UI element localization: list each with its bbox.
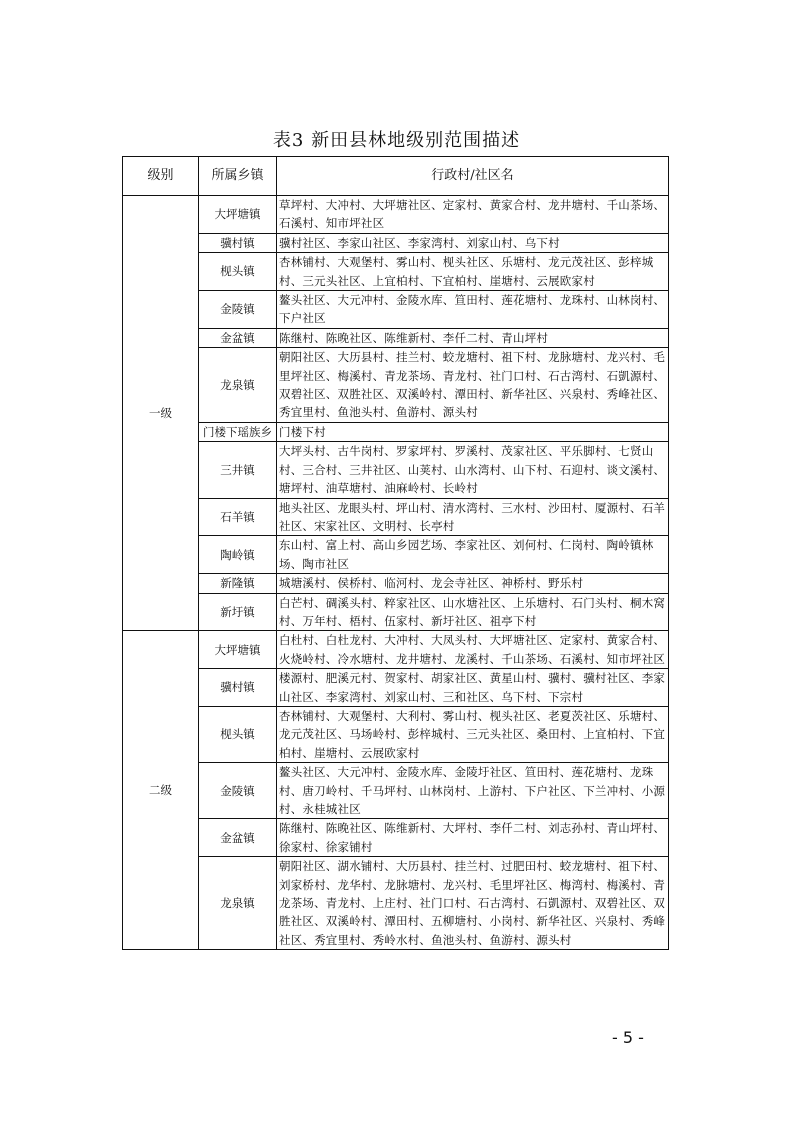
villages-cell: 鳌头社区、大元冲村、金陵水库、笪田村、莲花塘村、龙珠村、山林岗村、下户社区	[277, 291, 669, 329]
table-row	[123, 706, 669, 762]
villages-cell: 草坪村、大冲村、大坪塘社区、定家村、黄家合村、龙井塘村、千山茶场、石溪村、知市坪社区	[277, 196, 669, 234]
table-row	[123, 253, 669, 291]
villages-cell: 朝阳社区、湖水铺村、大历县村、挂兰村、过肥田村、蛟龙塘村、祖下村、刘家桥村、龙华村、龙脉塘村、龙兴村、毛里坪社区、梅湾村、梅溪村、青龙茶场、青龙村、上庄村、社门口村、石古湾村、石凱源村、双碧社区、双胜社区、双溪岭村、潭田村、五柳塘村、小岗村、新华社区、兴泉村、秀峰社区、秀宜里村、秀岭水村、鱼池头村、鱼游村、源头村	[277, 857, 669, 950]
table-row	[123, 291, 669, 329]
table-row	[123, 593, 669, 631]
table-row	[123, 669, 669, 707]
town-cell: 骥村镇	[199, 669, 277, 707]
villages-cell: 杏林铺村、大观堡村、大利村、雾山村、枧头社区、老夏茨社区、乐塘村、龙元茂社区、马场岭村、彭梓城村、三元头社区、桑田村、上宜柏村、下宜柏村、崖塘村、云展欧家村	[277, 706, 669, 762]
grade-cell: 一级	[123, 196, 199, 631]
town-cell: 大坪塘镇	[199, 631, 277, 669]
town-cell: 金陵镇	[199, 763, 277, 819]
villages-cell: 城塘溪村、侯桥村、临河村、龙会寺社区、神桥村、野乐村	[277, 574, 669, 593]
town-cell: 大坪塘镇	[199, 196, 277, 234]
town-cell: 陶岭镇	[199, 536, 277, 574]
table-row	[123, 442, 669, 498]
town-cell: 枧头镇	[199, 706, 277, 762]
header-town: 所属乡镇	[199, 157, 277, 196]
villages-cell: 朝阳社区、大历县村、挂兰村、蛟龙塘村、祖下村、龙脉塘村、龙兴村、毛里坪社区、梅溪村、青龙茶场、青龙村、社门口村、石古湾村、石凱源村、双碧社区、双胜社区、双溪岭村、潭田村、新华社区、兴泉村、秀峰社区、秀宜里村、鱼池头村、鱼游村、源头村	[277, 348, 669, 423]
page-number: - 5 -	[612, 1028, 644, 1047]
table-header-row	[123, 157, 669, 196]
town-cell: 骥村镇	[199, 233, 277, 252]
forest-grade-table	[122, 156, 669, 950]
table-row	[123, 498, 669, 536]
table-row	[123, 196, 669, 234]
table-row	[123, 574, 669, 593]
table-row	[123, 233, 669, 252]
table-row	[123, 857, 669, 950]
villages-cell: 陈继村、陈晚社区、陈维新村、大坪村、李仟二村、刘志孙村、青山坪村、徐家村、徐家铺村	[277, 819, 669, 857]
table-title: 表3 新田县林地级别范围描述	[272, 130, 521, 151]
villages-cell: 东山村、富上村、高山乡园艺场、李家社区、刘何村、仁岗村、陶岭镇林场、陶市社区	[277, 536, 669, 574]
villages-cell: 骥村社区、李家山社区、李家湾村、刘家山村、乌下村	[277, 233, 669, 252]
grade-cell: 二级	[123, 631, 199, 950]
town-cell: 新圩镇	[199, 593, 277, 631]
header-villages: 行政村/社区名	[277, 157, 669, 196]
villages-cell: 楼源村、肥溪元村、贺家村、胡家社区、黄星山村、骥村、骥村社区、李家山社区、李家湾村、刘家山村、三和社区、乌下村、下宗村	[277, 669, 669, 707]
town-cell: 金盆镇	[199, 328, 277, 347]
villages-cell: 杏林铺村、大观堡村、雾山村、枧头社区、乐塘村、龙元茂社区、彭梓城村、三元头社区、上宜柏村、下宜柏村、崖塘村、云展欧家村	[277, 253, 669, 291]
town-cell: 龙泉镇	[199, 857, 277, 950]
villages-cell: 白芒村、碉溪头村、粹家社区、山水塘社区、上乐塘村、石门头村、桐木窝村、万年村、梧村、伍家村、新圩社区、祖亭下村	[277, 593, 669, 631]
villages-cell: 鳌头社区、大元冲村、金陵水库、金陵圩社区、笪田村、莲花塘村、龙珠村、唐刀岭村、千马坪村、山林岗村、上游村、下户社区、下兰冲村、小源村、永桂城社区	[277, 763, 669, 819]
town-cell: 龙泉镇	[199, 348, 277, 423]
villages-cell: 白杜村、白杜龙村、大冲村、大凤头村、大坪塘社区、定家村、黄家合村、火烧岭村、冷水塘村、龙井塘村、龙溪村、千山茶场、石溪村、知市坪社区	[277, 631, 669, 669]
villages-cell: 陈继村、陈晚社区、陈维新村、李仟二村、青山坪村	[277, 328, 669, 347]
villages-cell: 地头社区、龙眼头村、坪山村、清水湾村、三水村、沙田村、厦源村、石羊社区、宋家社区、文明村、长亭村	[277, 498, 669, 536]
table-row	[123, 819, 669, 857]
town-cell: 新隆镇	[199, 574, 277, 593]
header-grade: 级别	[123, 157, 199, 196]
town-cell: 门楼下瑶族乡	[199, 422, 277, 441]
table-row	[123, 536, 669, 574]
villages-cell: 门楼下村	[277, 422, 669, 441]
table-row	[123, 631, 669, 669]
table-body	[123, 196, 669, 950]
villages-cell: 大坪头村、古牛岗村、罗家坪村、罗溪村、茂家社区、平乐脚村、七贤山村、三合村、三井社区、山荚村、山水湾村、山下村、石迎村、谈文溪村、塘坪村、油草塘村、油麻岭村、长岭村	[277, 442, 669, 498]
table-row	[123, 422, 669, 441]
town-cell: 石羊镇	[199, 498, 277, 536]
table-row	[123, 763, 669, 819]
town-cell: 金盆镇	[199, 819, 277, 857]
table-row	[123, 348, 669, 423]
town-cell: 枧头镇	[199, 253, 277, 291]
town-cell: 金陵镇	[199, 291, 277, 329]
town-cell: 三井镇	[199, 442, 277, 498]
table-row	[123, 328, 669, 347]
